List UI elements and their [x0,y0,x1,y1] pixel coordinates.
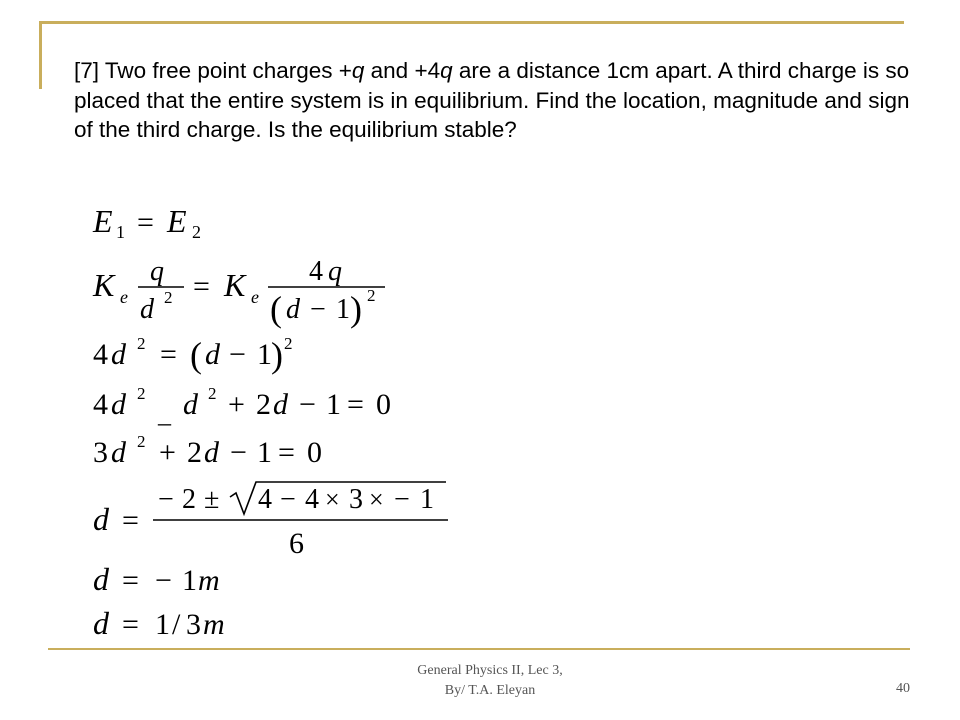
svg-text:1: 1 [257,338,272,371]
svg-text:3: 3 [186,608,201,641]
svg-text:2: 2 [192,222,201,242]
svg-text:−: − [155,564,172,597]
svg-text:q: q [150,256,164,287]
svg-text:2: 2 [284,334,293,353]
problem-text-part-1: [7] Two free point charges + [74,58,352,83]
problem-text-part-2: and +4 [364,58,441,83]
svg-text:m: m [203,608,225,641]
svg-text:(: ( [270,289,282,329]
svg-text:e: e [120,287,128,307]
svg-text:2: 2 [182,484,196,515]
equation-5 [93,432,322,469]
equation-3 [93,334,293,375]
svg-text:d: d [205,338,220,371]
svg-text:−: − [280,484,296,515]
svg-text:+: + [228,388,245,421]
equation-6 [93,482,448,560]
svg-text:d: d [93,605,109,641]
svg-text:2: 2 [208,384,217,403]
svg-text:0: 0 [307,436,322,469]
svg-text:E: E [167,203,187,239]
svg-text:=: = [122,564,139,597]
svg-text:d: d [183,388,198,421]
equation-2 [92,256,385,329]
svg-text:−: − [310,294,326,325]
svg-text:=: = [160,338,177,371]
svg-text:3: 3 [93,436,108,469]
svg-text:2: 2 [367,286,376,305]
equation-8 [93,605,225,641]
svg-text:e: e [251,287,259,307]
svg-text:1: 1 [326,388,341,421]
svg-text:1: 1 [182,564,197,597]
svg-text:=: = [122,504,139,537]
svg-text:): ) [271,335,283,375]
svg-text:d: d [204,436,219,469]
svg-text:4: 4 [305,484,319,515]
svg-text:4: 4 [258,484,272,515]
charge-symbol-q: q [351,58,365,83]
svg-text:_: _ [158,399,171,428]
svg-text:0: 0 [376,388,391,421]
svg-text:(: ( [190,335,202,375]
svg-text:+: + [159,436,176,469]
svg-text:/: / [172,608,181,641]
svg-text:2: 2 [137,432,146,451]
page-number: 40 [896,681,910,696]
svg-text:d: d [111,388,126,421]
svg-text:4: 4 [93,338,108,371]
footer-author-line: By/ T.A. Eleyan [444,683,536,698]
svg-text:=: = [122,608,139,641]
svg-text:×: × [325,485,340,514]
svg-text:1: 1 [420,484,434,515]
svg-text:=: = [347,388,364,421]
svg-text:d: d [93,561,109,597]
svg-text:2: 2 [137,384,146,403]
svg-text:): ) [350,289,362,329]
svg-text:d: d [93,501,109,537]
svg-text:−: − [299,388,316,421]
svg-text:1: 1 [155,608,170,641]
svg-text:1: 1 [257,436,272,469]
svg-text:d: d [140,294,154,325]
footer-course-line: General Physics II, Lec 3, [417,663,563,678]
equation-7 [93,561,220,597]
svg-text:d: d [273,388,288,421]
svg-text:=: = [137,206,154,239]
svg-text:6: 6 [289,527,304,560]
svg-text:4: 4 [309,256,323,287]
svg-text:=: = [278,436,295,469]
svg-text:m: m [198,564,220,597]
svg-text:=: = [193,270,210,303]
svg-text:2: 2 [164,288,173,307]
svg-text:d: d [111,338,126,371]
svg-text:×: × [369,485,384,514]
svg-text:3: 3 [349,484,363,515]
svg-text:1: 1 [336,294,350,325]
svg-text:K: K [224,267,246,303]
equation-4 [93,384,391,428]
svg-text:E: E [93,203,113,239]
charge-symbol-q: q [440,58,453,83]
svg-text:−: − [229,338,246,371]
svg-text:−: − [394,484,410,515]
svg-text:d: d [111,436,126,469]
svg-text:2: 2 [187,436,202,469]
problem-text-part-3: are a distance 1cm apart. A third charge is so placed that the entire system is in equilibrium. Find the location, magnitude and sign of the third charge. Is the equilibrium stable? [74,58,910,142]
svg-text:2: 2 [137,334,146,353]
svg-text:±: ± [204,484,220,515]
svg-text:q: q [328,256,342,287]
equation-1 [92,203,201,242]
svg-text:−: − [230,436,247,469]
svg-text:4: 4 [93,388,108,421]
svg-text:K: K [93,267,115,303]
svg-text:d: d [286,294,300,325]
svg-text:−: − [158,484,174,515]
svg-text:2: 2 [256,388,271,421]
svg-text:1: 1 [116,222,125,242]
